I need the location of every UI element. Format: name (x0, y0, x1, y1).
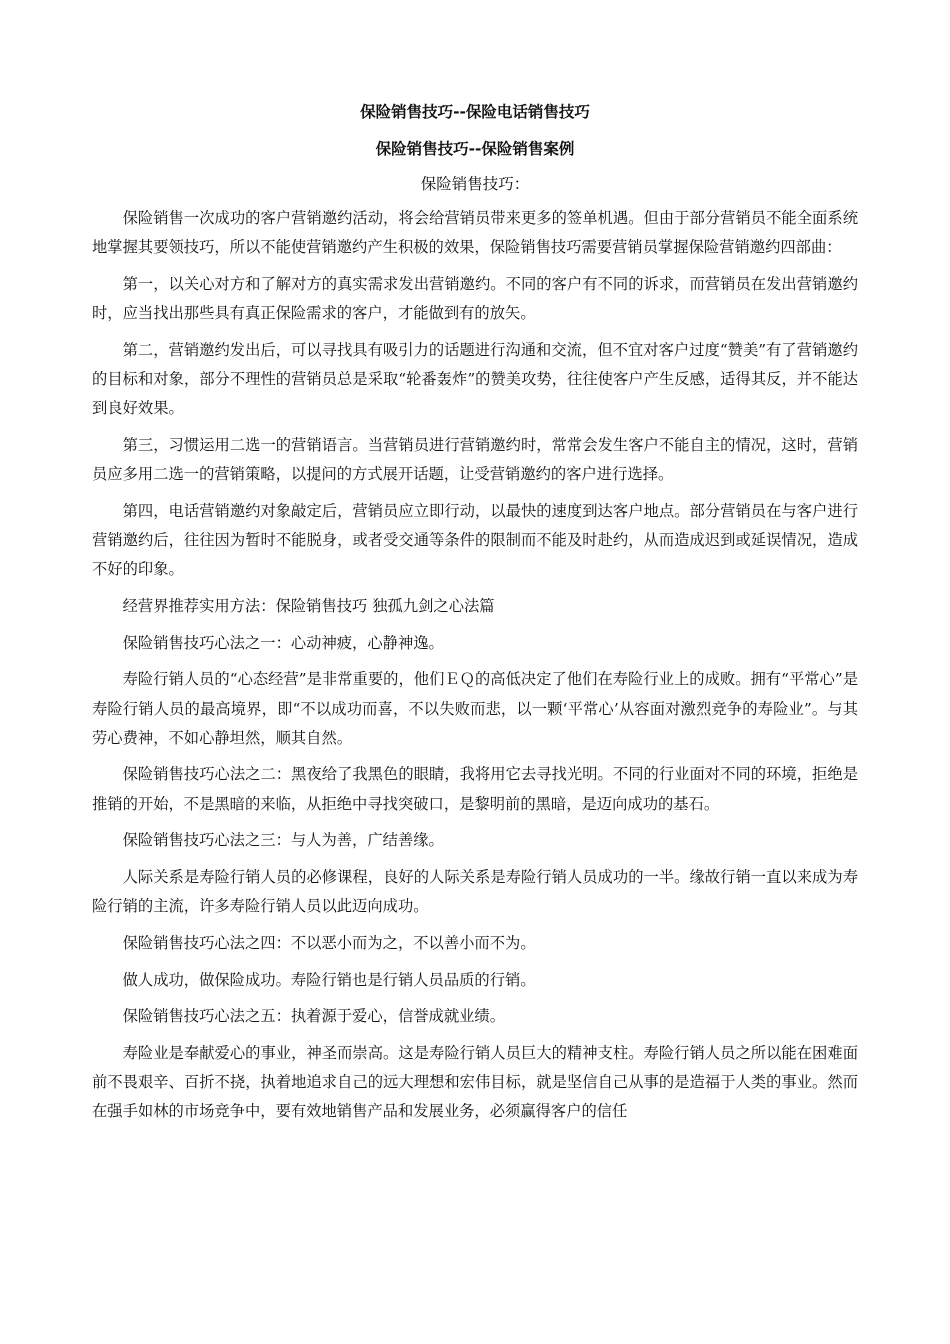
paragraph: 保险销售技巧心法之二：黑夜给了我黑色的眼睛，我将用它去寻找光明。不同的行业面对不同的环境，拒绝是推销的开始，不是黑暗的来临，从拒绝中寻找突破口，是黎明前的黑暗，是迈向成功的基石。 (92, 765, 858, 813)
paragraph: 第三，习惯运用二选一的营销语言。当营销员进行营销邀约时，常常会发生客户不能自主的情况，这时，营销员应多用二选一的营销策略，以提问的方式展开话题，让受营销邀约的客户进行选择。 (92, 435, 858, 484)
paragraph: 保险销售技巧心法之五：执着源于爱心，信誉成就业绩。 (122, 1007, 506, 1026)
paragraph: 保险销售技巧心法之四：不以恶小而为之，不以善小而不为。 (122, 933, 536, 952)
paragraph: 做人成功，做保险成功。寿险行销也是行销人员品质的行销。 (122, 970, 536, 989)
document-title: 保险销售技巧--保险电话销售技巧 (360, 103, 590, 121)
document-body (92, 204, 858, 1134)
paragraph: 第二，营销邀约发出后，可以寻找具有吸引力的话题进行沟通和交流，但不宜对客户过度“赞美”有了营销邀约的目标和对象，部分不理性的营销员总是采取“轮番轰炸”的赞美攻势，往往使客户产生反感，适得其反，并不能达到良好效果。 (92, 340, 858, 418)
paragraph: 保险销售一次成功的客户营销邀约活动，将会给营销员带来更多的签单机遇。但由于部分营销员不能全面系统地掌握其要领技巧，所以不能使营销邀约产生积极的效果，保险销售技巧需要营销员掌握保险营销邀约四部曲： (92, 209, 858, 257)
section-heading: 保险销售技巧： (420, 175, 530, 193)
paragraph: 寿险业是奉献爱心的事业，神圣而崇高。这是寿险行销人员巨大的精神支柱。寿险行销人员之所以能在困难面前不畏艰辛、百折不挠，执着地追求自己的远大理想和宏伟目标，就是坚信自己从事的是造福于人类的事业。然而在强手如林的市场竞争中，要有效地销售产品和发展业务，必须赢得客户的信任 (92, 1044, 858, 1121)
paragraph: 第四，电话营销邀约对象敲定后，营销员应立即行动，以最快的速度到达客户地点。部分营销员在与客户进行营销邀约后，往往因为暂时不能脱身，或者受交通等条件的限制而不能及时赴约，从而造成迟到或延误情况，造成不好的印象。 (92, 501, 858, 579)
paragraph: 保险销售技巧心法之三：与人为善，广结善缘。 (122, 831, 444, 850)
paragraph: 寿险行销人员的“心态经营”是非常重要的，他们ＥＱ的高低决定了他们在寿险行业上的成败。拥有“平常心”是寿险行销人员的最高境界，即“不以成功而喜，不以失败而悲，以一颗‘平常心’从容面对激烈竞争的寿险业”。与其劳心费神，不如心静坦然，顺其自然。 (92, 670, 858, 747)
paragraph: 第一，以关心对方和了解对方的真实需求发出营销邀约。不同的客户有不同的诉求，而营销员在发出营销邀约时，应当找出那些具有真正保险需求的客户，才能做到有的放矢。 (92, 274, 858, 323)
paragraph: 保险销售技巧心法之一：心动神疲，心静神逸。 (122, 633, 444, 652)
paragraph: 人际关系是寿险行销人员的必修课程，良好的人际关系是寿险行销人员成功的一半。缘故行销一直以来成为寿险行销的主流，许多寿险行销人员以此迈向成功。 (92, 868, 858, 916)
document-subtitle-heading: 保险销售技巧--保险销售案例 (375, 140, 575, 158)
paragraph: 经营界推荐实用方法：保险销售技巧 独孤九剑之心法篇 (122, 596, 495, 615)
